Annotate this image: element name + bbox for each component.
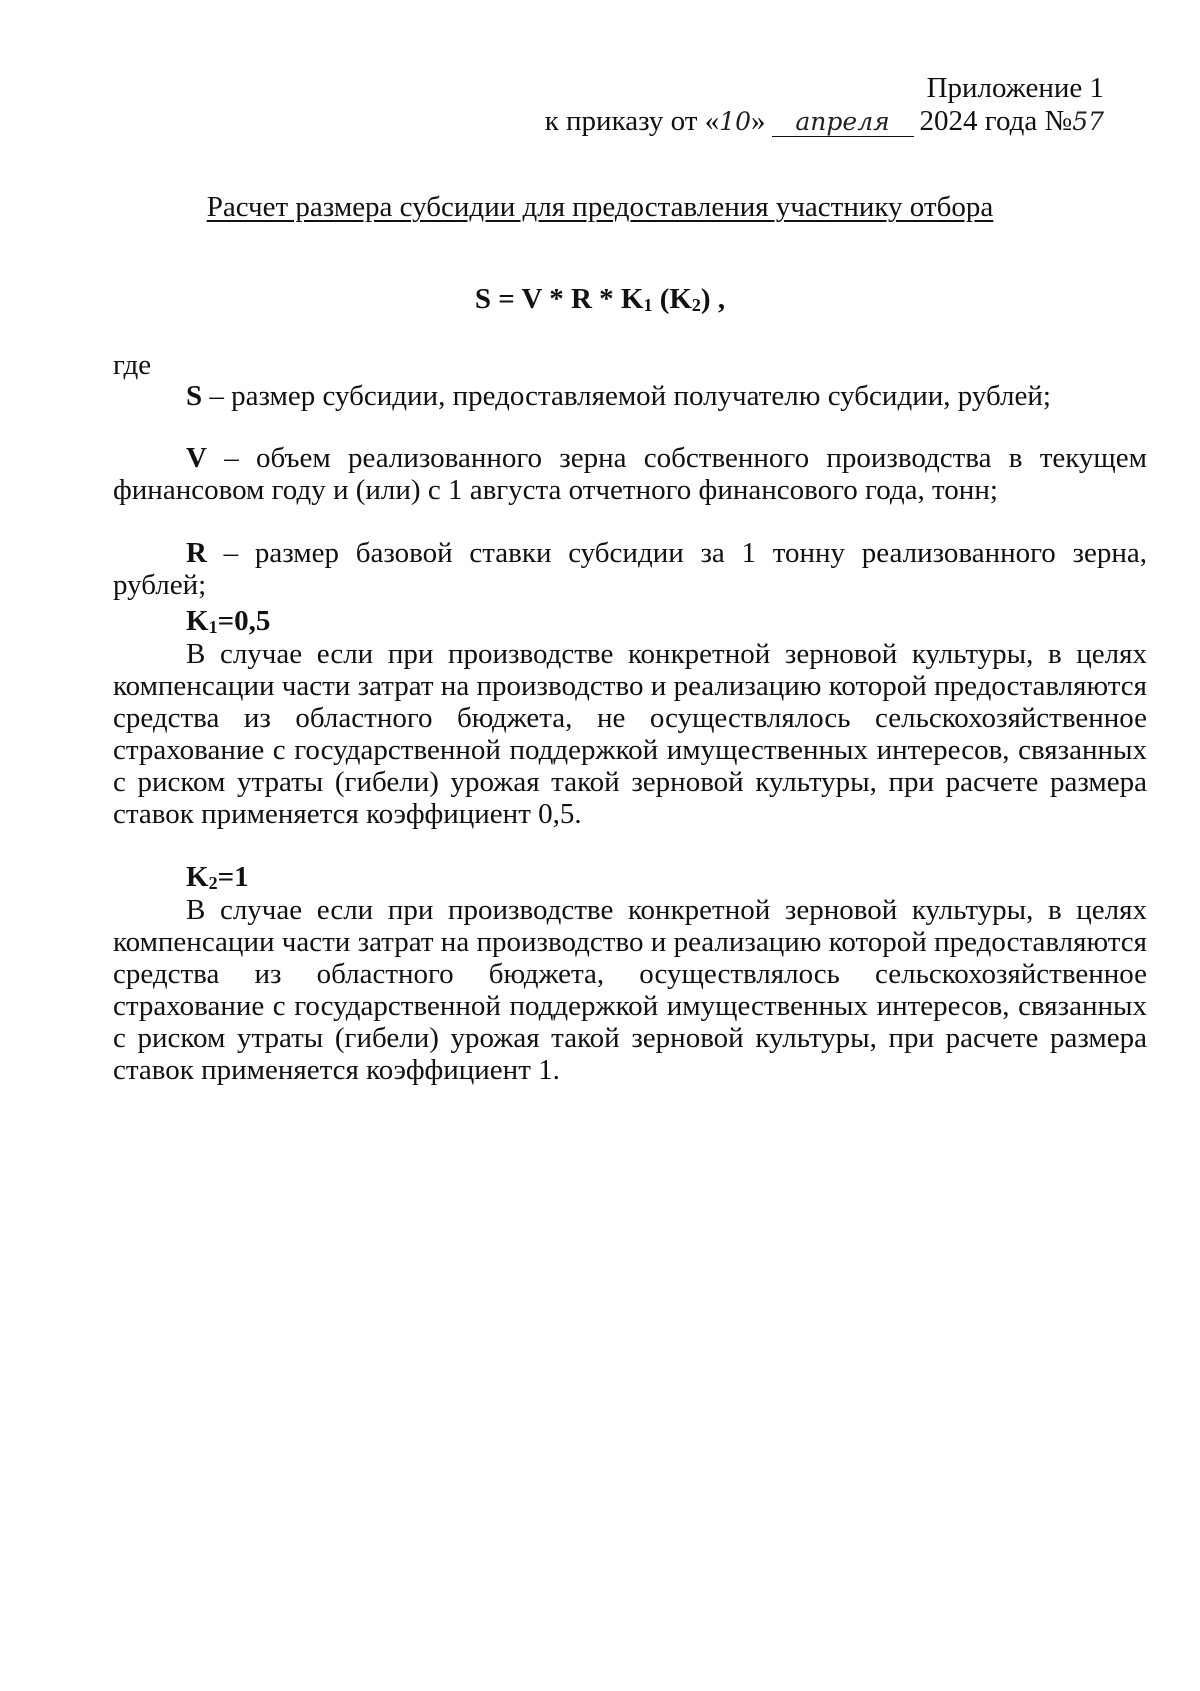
k1-subscript: 1 bbox=[208, 617, 218, 637]
formula-mid: (K bbox=[652, 283, 692, 315]
k2-value: =1 bbox=[217, 861, 249, 893]
formula-lhs: S = V * R * K bbox=[474, 283, 644, 315]
order-month-field bbox=[772, 107, 914, 137]
order-month: апреля bbox=[795, 107, 890, 136]
definition-s-symbol: S bbox=[186, 380, 203, 412]
definition-s bbox=[113, 380, 1147, 412]
k1-value: =0,5 bbox=[217, 605, 271, 637]
formula-k1-subscript: 1 bbox=[643, 295, 653, 315]
definition-v bbox=[113, 442, 1147, 506]
approval-header bbox=[545, 72, 1104, 138]
where-label: где bbox=[113, 349, 152, 381]
k1-letter: K bbox=[186, 605, 209, 637]
formula-k2-subscript: 2 bbox=[691, 295, 701, 315]
order-number: 57 bbox=[1072, 107, 1104, 136]
definition-r-text: – размер базовой ставки субсидии за 1 тонну реализованного зерна, рублей; bbox=[113, 537, 1147, 601]
order-day: 10 bbox=[719, 107, 752, 136]
appendix-label: Приложение 1 bbox=[926, 72, 1104, 104]
order-day-close: » bbox=[751, 105, 766, 137]
k2-letter: K bbox=[186, 861, 209, 893]
order-prefix: к приказу от « bbox=[544, 105, 720, 137]
document-title-text: Расчет размера субсидии для предоставления участнику отбора bbox=[206, 191, 994, 223]
order-year: 2024 года № bbox=[919, 105, 1073, 137]
definition-v-symbol: V bbox=[186, 442, 207, 474]
coefficient-k1-text: В случае если при производстве конкретной зерновой культуры, в целях компенсации части затрат на производство и реализацию которой предоставляются средства из областного бюджета, не осуществлялось сельскохозяйственное страхование с государственной поддержкой имущественных интересов, связанных с риском утраты (гибели) урожая такой зерновой культуры, при расчете размера ставок применяется коэффициент 0,5. bbox=[113, 638, 1147, 830]
order-reference bbox=[545, 105, 1104, 138]
definition-r-symbol: R bbox=[186, 537, 207, 569]
document-title bbox=[0, 190, 1200, 224]
formula-end: ) , bbox=[700, 283, 726, 315]
definition-r bbox=[113, 537, 1147, 601]
definition-s-text: – размер субсидии, предоставляемой получателю субсидии, рублей; bbox=[202, 380, 1051, 412]
subsidy-formula bbox=[0, 282, 1200, 322]
definition-v-text: – объем реализованного зерна собственного производства в текущем финансовом году и (или) с 1 августа отчетного финансового года, тонн; bbox=[113, 442, 1147, 506]
k2-subscript: 2 bbox=[208, 873, 218, 893]
coefficient-k2-text: В случае если при производстве конкретной зерновой культуры, в целях компенсации части затрат на производство и реализацию которой предоставляются средства из областного бюджета, осуществлялось сельскохозяйственное страхование с государственной поддержкой имущественных интересов, связанных с риском утраты (гибели) урожая такой зерновой культуры, при расчете размера ставок применяется коэффициент 1. bbox=[113, 894, 1147, 1086]
